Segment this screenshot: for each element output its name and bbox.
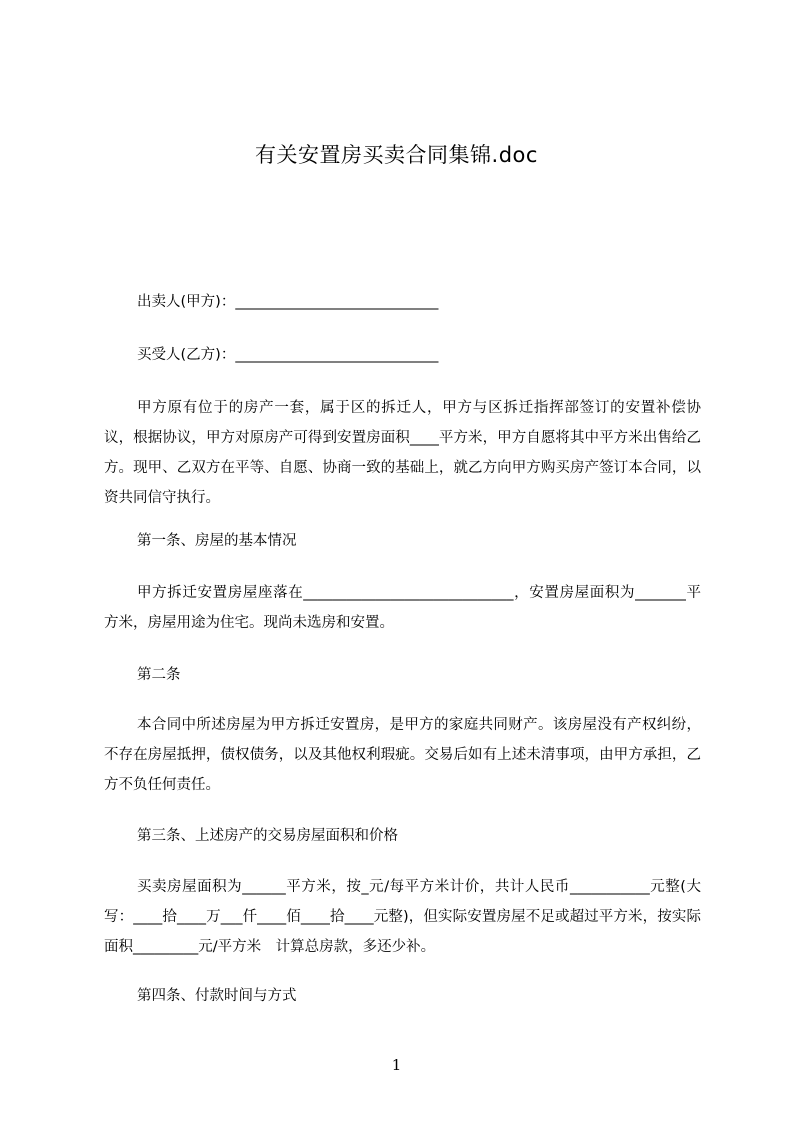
article1-heading: 第一条、房屋的基本情况 xyxy=(137,533,297,549)
buyer-line: 买受人(乙方)：____________________________ xyxy=(137,347,439,363)
article2-heading: 第二条 xyxy=(137,667,181,683)
article3-paragraph: 买卖房屋面积为______平方米，按_元/每平方米计价，共计人民币___________元整(大写：____拾____万___仟____佰____拾____元整)，但实际安置房屋不足或超过平方米，按实际面积_________元/平方米 计算总房款，多还少补。 xyxy=(104,879,701,955)
article3-heading: 第三条、上述房产的交易房屋面积和价格 xyxy=(137,828,398,844)
article1-paragraph: 甲方拆迁安置房屋座落在_____________________________，安置房屋面积为_______平方米，房屋用途为住宅。现尚未选房和安置。 xyxy=(104,585,701,631)
article4-heading: 第四条、付款时间与方式 xyxy=(137,988,297,1004)
document-title: 有关安置房买卖合同集锦.doc xyxy=(255,143,538,167)
page-number: 1 xyxy=(391,1056,402,1074)
article2-paragraph: 本合同中所述房屋为甲方拆迁安置房，是甲方的家庭共同财产。该房屋没有产权纠纷，不存在房屋抵押，债权债务，以及其他权利瑕疵。交易后如有上述未清事项，由甲方承担，乙方不负任何责任。 xyxy=(104,717,701,793)
seller-line: 出卖人(甲方)：____________________________ xyxy=(137,294,439,310)
intro-paragraph: 甲方原有位于的房产一套，属于区的拆迁人，甲方与区拆迁指挥部签订的安置补偿协议，根据协议，甲方对原房产可得到安置房面积____平方米，甲方自愿将其中平方米出售给乙方。现甲、乙双方在平等、自愿、协商一致的基础上，就乙方向甲方购买房产签订本合同，以资共同信守执行。 xyxy=(104,400,701,506)
